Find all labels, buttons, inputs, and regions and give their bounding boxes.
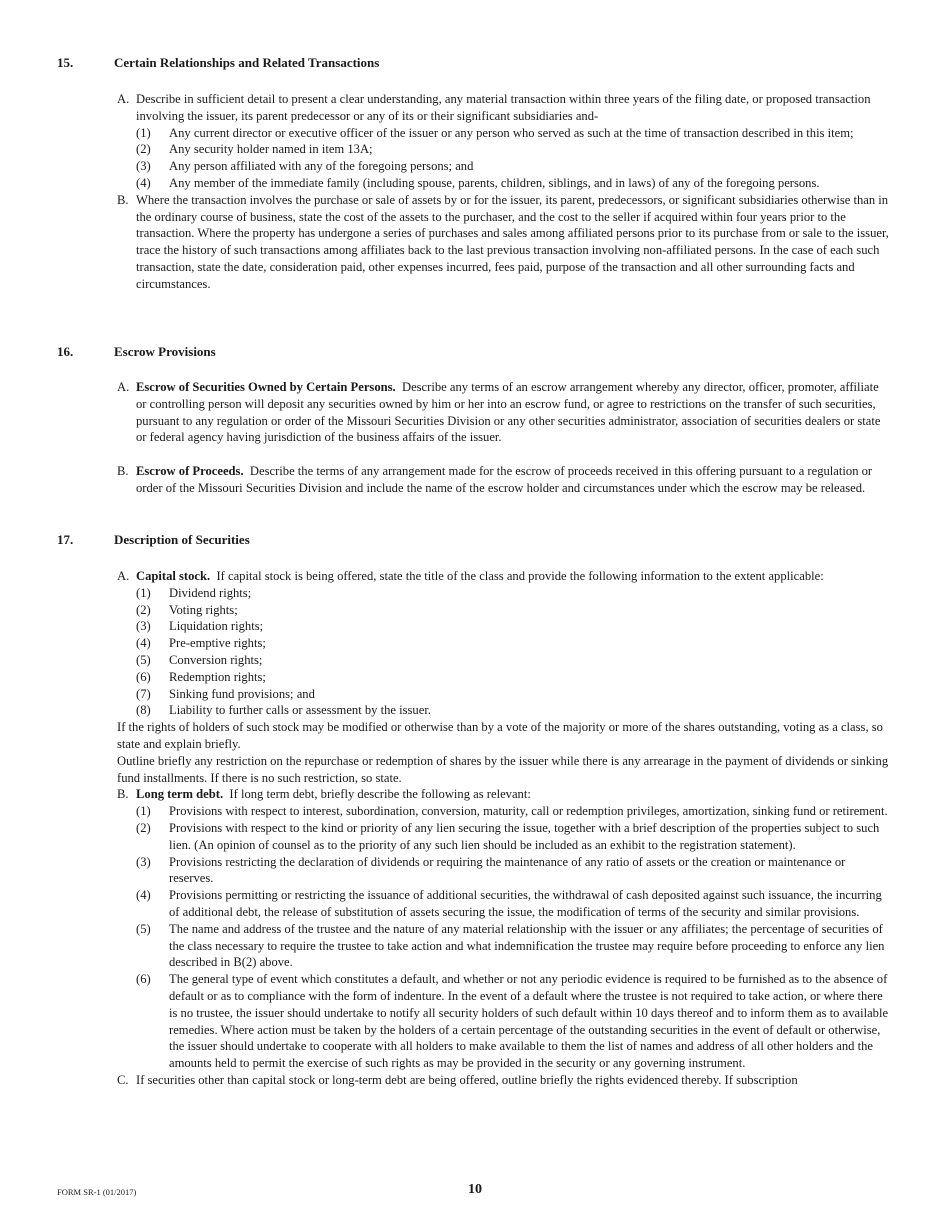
item-label: B. [117,464,129,479]
list-item-label: (4) [136,888,151,903]
list-item-text: Liquidation rights; [169,619,264,634]
list-item [0,854,892,888]
item-text: Describe the terms of any arrangement made for the escrow of proceeds received in this offering pursuant to a regulation or order of the Missouri Securities Division and include the name of the escrow holder and circumstances under which the escrow may be released. [136,464,873,495]
list-item-label: (1) [136,585,151,600]
item-text: If capital stock is being offered, state the title of the class and provide the following information to the extent applicable: [216,569,824,583]
list-item [0,887,892,921]
item-text: If long term debt, briefly describe the following as relevant: [229,787,531,802]
page-number: 10 [468,1182,482,1197]
item-heading: Capital stock. [136,569,211,583]
section-number: 17. [57,532,74,547]
item-text: If securities other than capital stock or long-term debt are being offered, outline briefly the rights evidenced thereby. If subscription [136,1072,798,1087]
list-item-text: Any person affiliated with any of the foregoing persons; and [169,159,474,174]
item-16a [0,379,892,446]
item-label: B. [117,787,129,802]
paragraph: Outline briefly any restriction on the repurchase or redemption of shares by the issuer while there is any arrearage in the payment of dividends or sinking fund installments. If there is no such restriction, so state. [117,753,889,785]
item-17b [0,786,892,803]
list-item-text: Liability to further calls or assessment by the issuer. [169,703,431,718]
list-item-text: The general type of event which constitutes a default, and whether or not any periodic evidence is required to be furnished as to the absence of default or as to compliance with the form of indenture. In the event of a default where the trustee is not required to take action, or where there is no trustee, the issuer should undertake to notify all security holders of such default within 10 days thereof and to inform them as to available remedies. Where action must be taken by the holders of a certain percentage of the outstanding securities in the event of default or otherwise, the issuer should undertake to cooperate with all holders to make available to them the list of names and address of all other holders and the amounts held to permit the exercise of such rights as may be provided in the security or any governing instrument. [169,972,889,1071]
item-text: Describe any terms of an escrow arrangement whereby any director, officer, promoter, affiliate or controlling person will deposit any securities owned by him or her into an escrow fund, or agree to restrictions on the transfer of such securities, pursuant to any regulation or order of the Missouri Securities Division or any other securities administrator, association of securities dealers or state or federal agency having jurisdiction of the business affairs of the issuer. [136,380,881,445]
list-item [0,618,892,635]
list-item-text: Voting rights; [169,602,238,617]
section-title: Certain Relationships and Related Transactions [114,55,380,70]
list-item [0,635,892,652]
list-item [0,686,892,703]
section-number: 16. [57,344,74,359]
list-item-text: Any security holder named in item 13A; [169,142,373,157]
list-item-text: The name and address of the trustee and the nature of any material relationship with the issuer or any affiliates; the percentage of securities of the class necessary to require the trustee to take action and what indemnification the trustee may require before proceeding to enforce any lien described in B(2) above. [169,921,885,970]
item-label: A. [117,569,130,583]
list-item-label: (3) [136,619,151,634]
list-item [0,820,892,854]
list-item [0,971,892,1072]
list-item-label: (2) [136,820,151,835]
list-item-label: (1) [136,125,151,140]
list-item-text: Redemption rights; [169,669,266,684]
form-id: FORM SR-1 (01/2017) [57,1187,137,1197]
item-15b [0,192,892,293]
paragraph: If the rights of holders of such stock may be modified or otherwise than by a vote of the majority or more of the shares outstanding, voting as a class, so state and explain briefly. [117,720,883,751]
list-item-label: (8) [136,703,151,718]
list-item-text: Provisions restricting the declaration of dividends or requiring the maintenance of any ratio of assets or the creation or maintenance or reserves. [169,854,846,886]
item-16b [0,463,892,497]
item-heading: Escrow of Securities Owned by Certain Persons. [136,380,396,394]
list-item [0,602,892,619]
list-item-label: (2) [136,142,151,157]
list-item-text: Conversion rights; [169,652,263,667]
section-16-body [0,379,950,497]
section-15-body [0,91,950,293]
list-item [0,141,892,158]
list-item-label: (2) [136,602,151,617]
list-item-text: Pre-emptive rights; [169,636,266,651]
list-item-label: (3) [136,159,151,174]
section-number: 15. [57,55,74,70]
list-item-label: (3) [136,854,151,869]
section-title: Escrow Provisions [114,344,216,359]
list-item-text: Provisions permitting or restricting the issuance of additional securities, the withdrawal of cash deposited against such issuance, the incurring of additional debt, the release of substitution of assets securing the issue, the modification of terms of the security and similar provisions. [169,888,882,919]
list-item [0,702,892,719]
list-item-label: (5) [136,921,151,936]
list-item [0,669,892,686]
list-item-label: (5) [136,652,151,667]
list-item [0,652,892,669]
item-17c [0,1072,892,1089]
list-item-label: (4) [136,636,151,651]
section-title: Description of Securities [114,532,250,547]
list-item-text: Dividend rights; [169,585,252,600]
list-item-label: (4) [136,175,151,190]
list-item [0,585,892,602]
item-label: C. [117,1072,129,1087]
list-item [0,158,892,175]
item-label: A. [117,380,130,394]
list-item-text: Provisions with respect to interest, subordination, conversion, maturity, call or redemption privileges, amortization, sinking fund or retirement. [169,804,888,819]
list-item-text: Any current director or executive officer of the issuer or any person who served as such at the time of transaction described in this item; [169,125,854,140]
list-item-label: (6) [136,669,151,684]
list-item [0,175,892,192]
list-item [0,921,892,971]
list-item-label: (6) [136,972,151,987]
item-17a [0,568,892,585]
list-item-text: Provisions with respect to the kind or priority of any lien securing the issue, together with a brief description of the properties subject to such lien. (An opinion of counsel as to the priority of any such lien should be included as an exhibit to the registration statement). [169,820,880,852]
list-item [0,125,892,142]
item-text: Where the transaction involves the purchase or sale of assets by or for the issuer, its parent, predecessors, or significant subsidiaries otherwise than in the ordinary course of business, state the cost of the assets to the purchaser, and the cost to the seller if acquired within four years prior to the transaction. Where the property has undergone a series of purchases and sales among affiliated persons prior to its purchase from or sale to the issuer, trace the history of such transactions among affiliates back to the last previous transaction involving non-affiliated persons. In the case of each such transaction, state the date, consideration paid, other expenses incurred, fees paid, purpose of the transaction and all other surrounding facts and circumstances. [136,192,889,291]
item-heading: Long term debt. [136,787,224,802]
item-label: A. [117,92,130,106]
item-label: B. [117,192,129,207]
list-item-label: (1) [136,804,151,819]
list-item-label: (7) [136,686,151,701]
item-15a [0,91,892,125]
list-item-text: Sinking fund provisions; and [169,686,315,701]
item-heading: Escrow of Proceeds. [136,464,244,479]
section-17-body [0,568,950,1089]
list-item [0,803,892,820]
list-item-text: Any member of the immediate family (including spouse, parents, children, siblings, and in laws) of any of the foregoing persons. [169,175,820,190]
item-text: Describe in sufficient detail to present a clear understanding, any material transaction within three years of the filing date, or proposed transaction involving the issuer, its parent predecessor or any of its or their significant subsidiaries and- [136,92,871,123]
